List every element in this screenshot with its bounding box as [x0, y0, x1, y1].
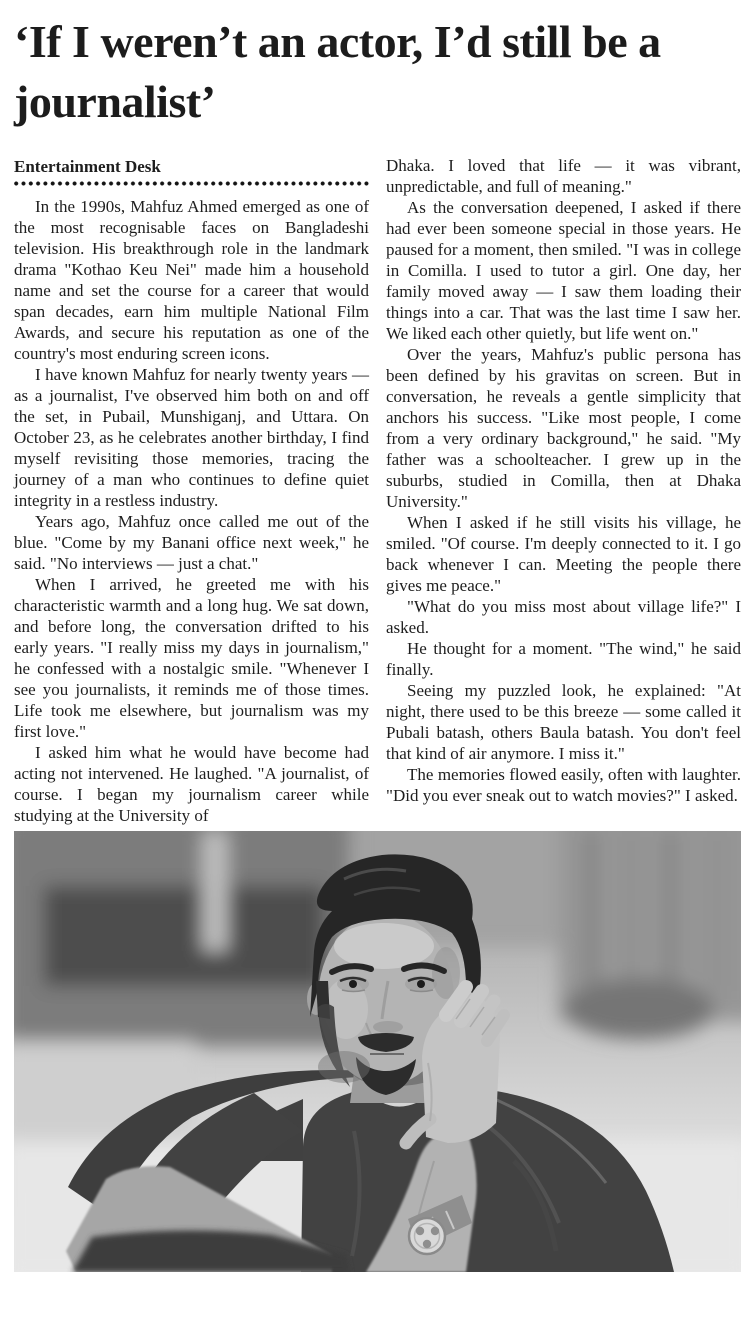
dotted-divider	[14, 181, 369, 186]
left-column	[14, 155, 369, 826]
article-paragraph: He thought for a moment. "The wind," he said finally.	[386, 639, 741, 679]
article-paragraph: When I arrived, he greeted me with his characteristic warmth and a long hug. We sat down, and before long, the conversation drifted to his early years. "I really miss my days in journalism," he confessed with a nostalgic smile. "Whenever I see you journalists, it reminds me of those times. Life took me elsewhere, but journalism was my first love."	[14, 575, 369, 741]
article-paragraph: "What do you miss most about village life?" I asked.	[386, 597, 741, 637]
byline: Entertainment Desk	[14, 157, 161, 176]
article-paragraph: As the conversation deepened, I asked if there had ever been someone special in those years. He paused for a moment, then smiled. "I was in college in Comilla. I used to tutor a girl. One day, her family moved away — I saw them loading their things into a car. That was the last time I saw her. We liked each other quietly, but life went on."	[386, 198, 741, 343]
right-column	[386, 155, 741, 826]
article-paragraph: The memories flowed easily, often with laughter. "Did you ever sneak out to watch movies?" I asked.	[386, 765, 741, 805]
article-paragraph: Seeing my puzzled look, he explained: "At night, there used to be this breeze — some called it Pubali batash, others Baula batash. You don't feel that kind of air anymore. I miss it."	[386, 681, 741, 763]
article-paragraph: In the 1990s, Mahfuz Ahmed emerged as one of the most recognisable faces on Bangladeshi television. His breakthrough role in the landmark drama "Kothao Keu Nei" made him a household name and set the course for a career that would span decades, earn him multiple National Film Awards, and secure his reputation as one of the country's most enduring screen icons.	[14, 197, 369, 363]
portrait-photo	[14, 831, 741, 1272]
article-paragraph: When I asked if he still visits his village, he smiled. "Of course. I'm deeply connected to it. I go back whenever I can. Meeting the people there gives me peace."	[386, 513, 741, 595]
portrait-illustration	[14, 831, 741, 1272]
article-paragraph: I have known Mahfuz for nearly twenty years — as a journalist, I've observed him both on and off the set, in Pubail, Munshiganj, and Uttara. On October 23, as he celebrates another birthday, I find myself revisiting those memories, tracing the journey of a man who continues to define quiet integrity in a restless industry.	[14, 365, 369, 510]
article-paragraph: Dhaka. I loved that life — it was vibrant, unpredictable, and full of meaning."	[386, 156, 741, 196]
article-paragraph: I asked him what he would have become had acting not intervened. He laughed. "A journalist, of course. I began my journalism career while studying at the University of	[14, 743, 369, 825]
article-columns	[14, 155, 741, 826]
headline: ‘If I weren’t an actor, I’d still be a journalist’	[14, 16, 661, 127]
article-paragraph: Over the years, Mahfuz's public persona has been defined by his gravitas on screen. But in conversation, he reveals a gentle simplicity that anchors his success. "Like most people, I come from a very ordinary background," he said. "My father was a schoolteacher. I grew up in the suburbs, studied in Comilla, then at Dhaka University."	[386, 345, 741, 511]
article-paragraph: Years ago, Mahfuz once called me out of the blue. "Come by my Banani office next week," he said. "No interviews — just a chat."	[14, 512, 369, 573]
